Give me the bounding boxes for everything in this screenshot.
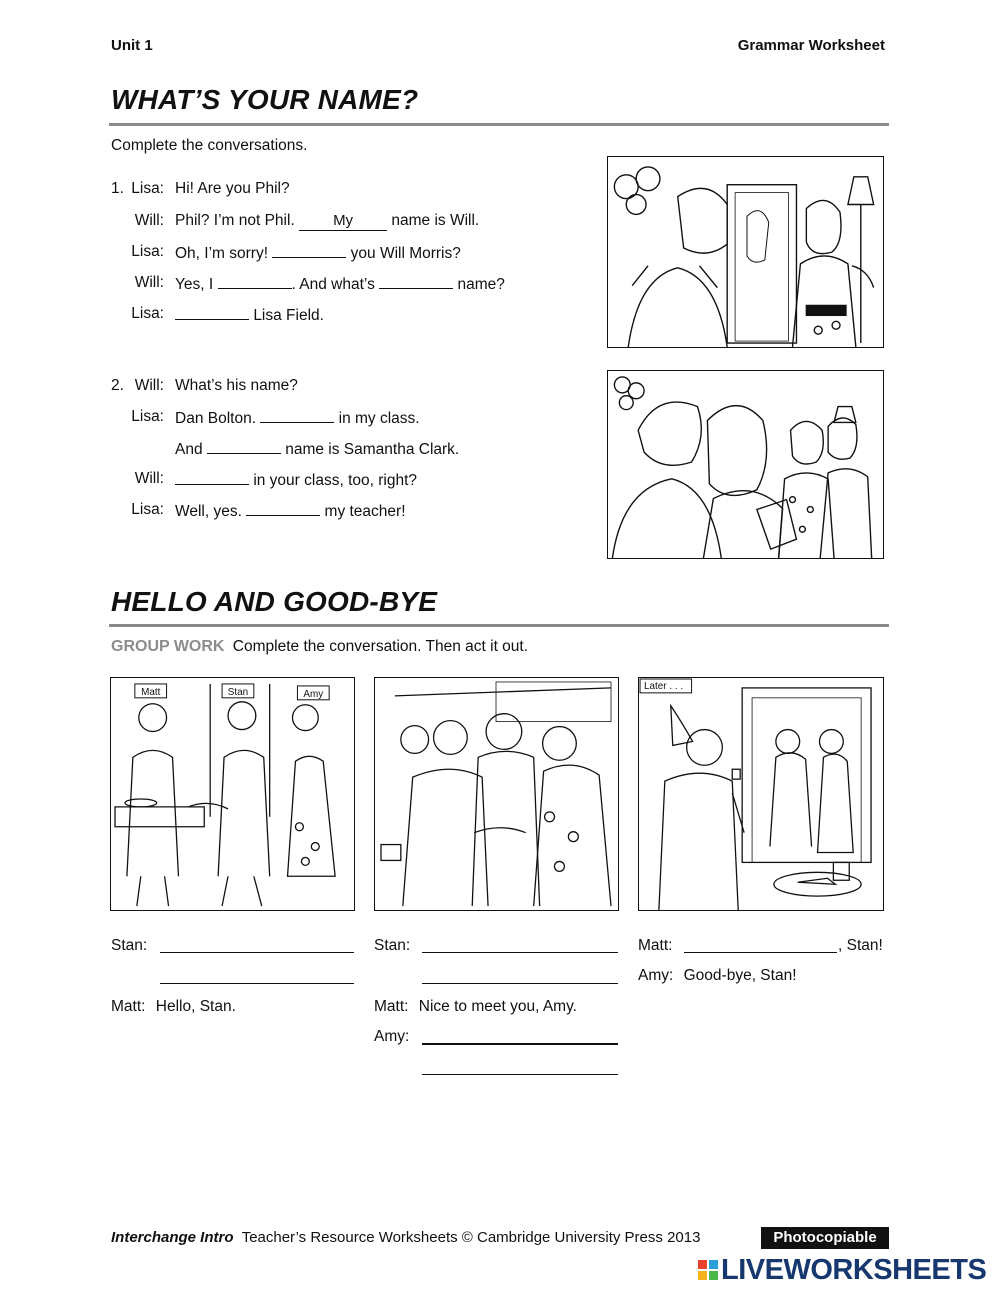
cube-square bbox=[698, 1271, 707, 1280]
answer-field[interactable] bbox=[175, 470, 249, 485]
section1-title: WHAT’S YOUR NAME? bbox=[111, 84, 419, 115]
col1-line bbox=[111, 998, 236, 1016]
name-tag-amy: Amy bbox=[303, 688, 324, 700]
illustration-will-lisa-doorway bbox=[607, 156, 884, 348]
logo-cube-icon bbox=[698, 1260, 718, 1280]
line-text: Hello, Stan. bbox=[155, 998, 236, 1015]
answer-line[interactable] bbox=[160, 952, 354, 953]
conv2-speaker: Lisa: bbox=[131, 408, 164, 425]
section2-title: HELLO AND GOOD-BYE bbox=[111, 586, 438, 617]
illustration-will-lisa-classmates bbox=[607, 370, 884, 559]
cube-square bbox=[698, 1260, 707, 1269]
speaker: Amy: bbox=[638, 967, 674, 984]
later-caption: Later . . . bbox=[644, 680, 684, 692]
col3-speaker: Matt: bbox=[638, 937, 673, 954]
line-text: you Will Morris? bbox=[350, 245, 461, 262]
conv1-number: 1. bbox=[111, 180, 124, 197]
speaker: Matt: bbox=[111, 998, 146, 1015]
credit-text: Teacher’s Resource Worksheets © Cambridge University Press 2013 bbox=[241, 1229, 701, 1246]
conv2-line bbox=[175, 408, 420, 428]
answer-line[interactable] bbox=[422, 952, 618, 953]
conv1-speaker: Will: bbox=[134, 212, 164, 229]
line-text: Dan Bolton. bbox=[175, 410, 256, 427]
answer-field[interactable] bbox=[379, 274, 453, 289]
conv1-speaker: Lisa: bbox=[131, 243, 164, 260]
conv2-number: 2. bbox=[111, 377, 124, 394]
answer-line[interactable] bbox=[422, 983, 618, 984]
photocopiable-badge: Photocopiable bbox=[761, 1227, 889, 1249]
liveworksheets-logo[interactable] bbox=[698, 1254, 986, 1286]
cube-square bbox=[709, 1271, 718, 1280]
group-work-label: GROUP WORK bbox=[111, 638, 225, 655]
answer-line[interactable] bbox=[160, 983, 354, 984]
conv2-line bbox=[175, 501, 406, 521]
conv1-line bbox=[175, 305, 324, 325]
conv1-line: Hi! Are you Phil? bbox=[175, 180, 290, 197]
col2-line bbox=[374, 998, 577, 1016]
answer-line[interactable] bbox=[422, 1043, 618, 1045]
line-text: Yes, I bbox=[175, 276, 214, 293]
answer-field[interactable] bbox=[218, 274, 292, 289]
line-text: in my class. bbox=[338, 410, 420, 427]
unit-label: Unit 1 bbox=[111, 37, 153, 54]
answer-field[interactable] bbox=[272, 243, 346, 258]
answer-field[interactable]: My bbox=[299, 212, 387, 231]
name-tag-matt: Matt bbox=[141, 686, 161, 698]
conv1-speaker: Will: bbox=[134, 274, 164, 291]
col2-speaker: Amy: bbox=[374, 1028, 410, 1045]
section2-instruction-row bbox=[111, 638, 528, 656]
conv1-speaker: Lisa: bbox=[131, 305, 164, 322]
line-text: And bbox=[175, 441, 203, 458]
answer-field[interactable] bbox=[246, 501, 320, 516]
answer-field[interactable] bbox=[260, 408, 334, 423]
conv2-line bbox=[175, 470, 417, 490]
footer-credit bbox=[111, 1229, 700, 1246]
brand-name: LIVEWORKSHEETS bbox=[721, 1253, 987, 1286]
line-text: in your class, too, right? bbox=[253, 472, 418, 489]
line-text: Well, yes. bbox=[175, 503, 242, 520]
conv2-speaker: Will: bbox=[134, 377, 164, 394]
col3-line-end: , Stan! bbox=[838, 937, 883, 954]
conv2-line: What’s his name? bbox=[175, 377, 298, 394]
conv1-line bbox=[175, 274, 505, 294]
answer-field[interactable] bbox=[207, 439, 281, 454]
cube-square bbox=[709, 1260, 718, 1269]
section1-rule bbox=[109, 123, 889, 126]
section2-rule bbox=[109, 624, 889, 627]
section1-instruction: Complete the conversations. bbox=[111, 137, 308, 154]
worksheet-label: Grammar Worksheet bbox=[737, 37, 885, 54]
illustration-panel-1 bbox=[110, 677, 355, 911]
line-text: Phil? I’m not Phil. bbox=[175, 212, 295, 229]
name-tag-stan: Stan bbox=[227, 686, 249, 698]
line-text: name is Samantha Clark. bbox=[285, 441, 460, 458]
answer-line[interactable] bbox=[422, 1074, 618, 1075]
line-text: Lisa Field. bbox=[253, 307, 324, 324]
line-text: Oh, I’m sorry! bbox=[175, 245, 269, 262]
line-text: . And what’s bbox=[291, 276, 375, 293]
conv2-speaker: Will: bbox=[134, 470, 164, 487]
col1-speaker: Stan: bbox=[111, 937, 148, 954]
conv2-line bbox=[175, 439, 459, 459]
line-text: Good-bye, Stan! bbox=[683, 967, 797, 984]
line-text: name? bbox=[457, 276, 505, 293]
conv2-speaker: Lisa: bbox=[131, 501, 164, 518]
conv1-speaker: Lisa: bbox=[131, 180, 164, 197]
speaker: Matt: bbox=[374, 998, 409, 1015]
book-title: Interchange Intro bbox=[111, 1229, 234, 1246]
conv1-line bbox=[175, 243, 461, 263]
line-text: name is Will. bbox=[391, 212, 480, 229]
line-text: my teacher! bbox=[324, 503, 406, 520]
illustration-panel-3 bbox=[638, 677, 884, 911]
line-text: Nice to meet you, Amy. bbox=[418, 998, 577, 1015]
col3-line bbox=[638, 967, 797, 985]
answer-field[interactable] bbox=[175, 305, 249, 320]
col2-speaker: Stan: bbox=[374, 937, 411, 954]
conv1-line bbox=[175, 212, 479, 231]
illustration-panel-2 bbox=[374, 677, 619, 911]
section2-instruction: Complete the conversation. Then act it out. bbox=[232, 638, 529, 655]
answer-line[interactable] bbox=[684, 952, 837, 953]
